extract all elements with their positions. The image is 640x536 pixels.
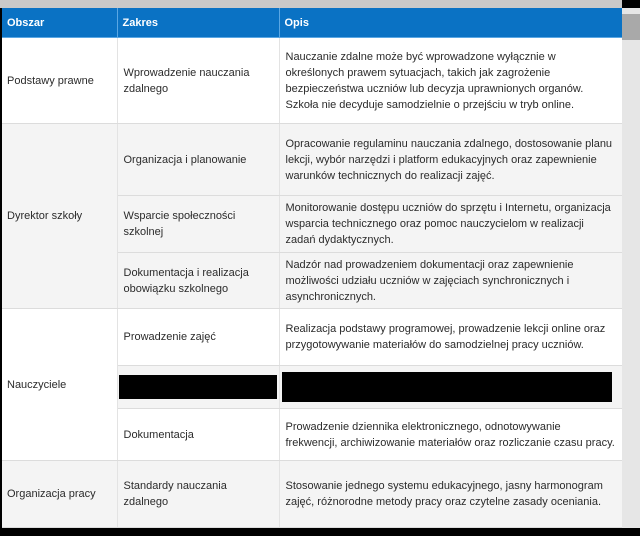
area-cell: Podstawy prawne: [2, 38, 117, 124]
description-cell: Nauczanie zdalne może być wprowadzone wyłącznie w określonych prawem sytuacjach, takich jak zagrożenie bezpieczeństwa uczniów lub decyzja uprawnionych organów. Szkoła nie decyduje samodzielnie o przejściu w tryb online.: [279, 38, 622, 124]
scope-cell: Wprowadzenie nauczania zdalnego: [117, 38, 279, 124]
scope-cell: Prowadzenie zajęć: [117, 309, 279, 366]
vertical-scrollbar[interactable]: [622, 8, 640, 528]
area-cell: Organizacja pracy: [2, 461, 117, 528]
corner-mask: [622, 0, 640, 8]
scope-cell: Standardy nauczania zdalnego: [117, 461, 279, 528]
redaction-block: [282, 372, 612, 402]
bottom-mask: [0, 528, 640, 536]
column-header-area[interactable]: Obszar: [2, 8, 117, 38]
column-header-scope[interactable]: Zakres: [117, 8, 279, 38]
table-row: [2, 461, 622, 528]
scope-cell-redacted: [117, 366, 279, 409]
table-row: [2, 124, 622, 196]
scope-cell: Dokumentacja: [117, 409, 279, 461]
scrollbar-thumb[interactable]: [622, 14, 640, 40]
area-cell: Dyrektor szkoły: [2, 124, 117, 309]
column-header-description[interactable]: Opis: [279, 8, 622, 38]
scope-cell: Organizacja i planowanie: [117, 124, 279, 196]
redaction-block: [119, 375, 277, 399]
description-cell-redacted: [279, 366, 622, 409]
description-cell: Realizacja podstawy programowej, prowadzenie lekcji online oraz przygotowywanie materiałów do samodzielnej pracy uczniów.: [279, 309, 622, 366]
description-cell: Stosowanie jednego systemu edukacyjnego, jasny harmonogram zajęć, różnorodne metody pracy oraz czytelne zasady oceniania.: [279, 461, 622, 528]
description-cell: Opracowanie regulaminu nauczania zdalnego, dostosowanie planu lekcji, wybór narzędzi i platform edukacyjnych oraz zapewnienie warunków technicznych do realizacji zajęć.: [279, 124, 622, 196]
responsibilities-table: [2, 8, 623, 528]
table-row: [2, 309, 622, 366]
scope-cell: Wsparcie społeczności szkolnej: [117, 196, 279, 253]
description-cell: Prowadzenie dziennika elektronicznego, odnotowywanie frekwencji, archiwizowanie materiałów oraz rozliczanie czasu pracy.: [279, 409, 622, 461]
area-cell: Nauczyciele: [2, 309, 117, 461]
description-cell: Nadzór nad prowadzeniem dokumentacji oraz zapewnienie możliwości udziału uczniów w zajęciach synchronicznych i asynchronicznych.: [279, 253, 622, 309]
description-cell: Monitorowanie dostępu uczniów do sprzętu i Internetu, organizacja wsparcia technicznego oraz pomoc nauczycielom w realizacji zadań dydaktycznych.: [279, 196, 622, 253]
top-margin: [0, 0, 622, 8]
table-header-row: [2, 8, 622, 38]
scope-cell: Dokumentacja i realizacja obowiązku szkolnego: [117, 253, 279, 309]
table-row: [2, 38, 622, 124]
